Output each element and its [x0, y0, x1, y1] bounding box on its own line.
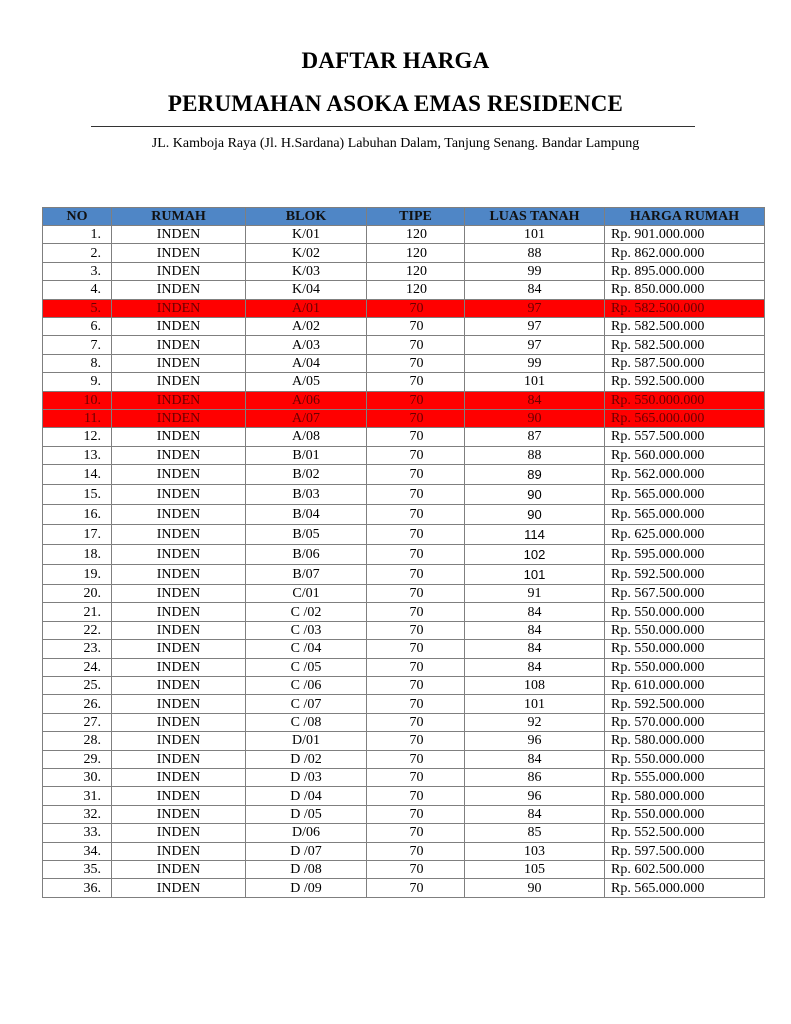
cell-tipe: 70 [367, 805, 465, 823]
cell-tipe: 70 [367, 545, 465, 565]
cell-tipe: 120 [367, 244, 465, 262]
column-header-luas-tanah: LUAS TANAH [465, 208, 605, 226]
column-header-tipe: TIPE [367, 208, 465, 226]
cell-luas-tanah: 105 [465, 860, 605, 878]
cell-harga-rumah: Rp. 895.000.000 [605, 262, 765, 280]
cell-harga-rumah: Rp. 625.000.000 [605, 525, 765, 545]
cell-tipe: 70 [367, 603, 465, 621]
table-row [43, 640, 765, 658]
table-body [43, 226, 765, 898]
cell-tipe: 70 [367, 317, 465, 335]
cell-luas-tanah: 101 [465, 373, 605, 391]
cell-rumah: INDEN [112, 446, 246, 464]
cell-luas-tanah: 91 [465, 585, 605, 603]
cell-harga-rumah: Rp. 567.500.000 [605, 585, 765, 603]
cell-tipe: 70 [367, 879, 465, 897]
cell-tipe: 120 [367, 226, 465, 244]
cell-luas-tanah: 90 [465, 485, 605, 505]
cell-harga-rumah: Rp. 901.000.000 [605, 226, 765, 244]
cell-luas-tanah: 92 [465, 713, 605, 731]
table-row [43, 465, 765, 485]
cell-no: 10. [43, 391, 112, 409]
cell-no: 35. [43, 860, 112, 878]
cell-blok: A/08 [246, 428, 367, 446]
cell-no: 2. [43, 244, 112, 262]
cell-rumah: INDEN [112, 879, 246, 897]
cell-blok: K/02 [246, 244, 367, 262]
cell-rumah: INDEN [112, 750, 246, 768]
cell-tipe: 70 [367, 391, 465, 409]
cell-tipe: 70 [367, 585, 465, 603]
cell-tipe: 70 [367, 428, 465, 446]
table-row [43, 446, 765, 464]
cell-blok: D /05 [246, 805, 367, 823]
cell-luas-tanah: 86 [465, 768, 605, 786]
cell-luas-tanah: 103 [465, 842, 605, 860]
document-title: DAFTAR HARGA [301, 48, 490, 73]
cell-no: 7. [43, 336, 112, 354]
cell-rumah: INDEN [112, 621, 246, 639]
table-header-row [43, 208, 765, 226]
address-line: JL. Kamboja Raya (Jl. H.Sardana) Labuhan Dalam, Tanjung Senang. Bandar Lampung [151, 136, 640, 151]
cell-no: 24. [43, 658, 112, 676]
cell-rumah: INDEN [112, 317, 246, 335]
cell-harga-rumah: Rp. 582.500.000 [605, 317, 765, 335]
table-row [43, 824, 765, 842]
cell-no: 14. [43, 465, 112, 485]
price-list-table [42, 207, 765, 898]
cell-rumah: INDEN [112, 713, 246, 731]
cell-blok: A/02 [246, 317, 367, 335]
cell-luas-tanah: 84 [465, 805, 605, 823]
cell-rumah: INDEN [112, 603, 246, 621]
cell-blok: B/06 [246, 545, 367, 565]
cell-harga-rumah: Rp. 850.000.000 [605, 281, 765, 299]
cell-tipe: 70 [367, 787, 465, 805]
cell-luas-tanah: 84 [465, 750, 605, 768]
cell-rumah: INDEN [112, 505, 246, 525]
cell-luas-tanah: 88 [465, 244, 605, 262]
cell-blok: C /07 [246, 695, 367, 713]
column-header-harga-rumah: HARGA RUMAH [605, 208, 765, 226]
table-row [43, 525, 765, 545]
cell-luas-tanah: 114 [465, 525, 605, 545]
cell-rumah: INDEN [112, 658, 246, 676]
cell-no: 25. [43, 677, 112, 695]
cell-rumah: INDEN [112, 677, 246, 695]
cell-luas-tanah: 84 [465, 621, 605, 639]
cell-harga-rumah: Rp. 610.000.000 [605, 677, 765, 695]
cell-luas-tanah: 99 [465, 262, 605, 280]
cell-no: 32. [43, 805, 112, 823]
table-row [43, 621, 765, 639]
table-row [43, 354, 765, 372]
cell-harga-rumah: Rp. 597.500.000 [605, 842, 765, 860]
table-row [43, 603, 765, 621]
cell-blok: D /07 [246, 842, 367, 860]
cell-tipe: 70 [367, 409, 465, 427]
cell-no: 22. [43, 621, 112, 639]
cell-luas-tanah: 90 [465, 879, 605, 897]
cell-tipe: 70 [367, 824, 465, 842]
cell-harga-rumah: Rp. 565.000.000 [605, 409, 765, 427]
cell-luas-tanah: 84 [465, 603, 605, 621]
cell-no: 34. [43, 842, 112, 860]
cell-tipe: 70 [367, 732, 465, 750]
cell-blok: B/02 [246, 465, 367, 485]
cell-luas-tanah: 84 [465, 658, 605, 676]
cell-luas-tanah: 101 [465, 226, 605, 244]
table-row [43, 545, 765, 565]
cell-luas-tanah: 87 [465, 428, 605, 446]
cell-tipe: 70 [367, 658, 465, 676]
cell-rumah: INDEN [112, 373, 246, 391]
cell-luas-tanah: 84 [465, 640, 605, 658]
cell-rumah: INDEN [112, 640, 246, 658]
cell-no: 29. [43, 750, 112, 768]
table-row [43, 391, 765, 409]
cell-no: 17. [43, 525, 112, 545]
cell-tipe: 70 [367, 677, 465, 695]
cell-rumah: INDEN [112, 805, 246, 823]
cell-blok: B/07 [246, 565, 367, 585]
document-subtitle: PERUMAHAN ASOKA EMAS RESIDENCE [167, 91, 624, 116]
cell-harga-rumah: Rp. 550.000.000 [605, 640, 765, 658]
cell-tipe: 70 [367, 505, 465, 525]
cell-harga-rumah: Rp. 560.000.000 [605, 446, 765, 464]
cell-tipe: 70 [367, 768, 465, 786]
cell-luas-tanah: 97 [465, 317, 605, 335]
cell-harga-rumah: Rp. 592.500.000 [605, 565, 765, 585]
cell-rumah: INDEN [112, 525, 246, 545]
cell-blok: A/07 [246, 409, 367, 427]
table-row [43, 428, 765, 446]
cell-harga-rumah: Rp. 587.500.000 [605, 354, 765, 372]
cell-blok: D /04 [246, 787, 367, 805]
table-row [43, 409, 765, 427]
cell-blok: K/03 [246, 262, 367, 280]
cell-rumah: INDEN [112, 768, 246, 786]
cell-no: 5. [43, 299, 112, 317]
table-row [43, 226, 765, 244]
cell-luas-tanah: 101 [465, 565, 605, 585]
cell-luas-tanah: 99 [465, 354, 605, 372]
cell-tipe: 120 [367, 262, 465, 280]
cell-rumah: INDEN [112, 391, 246, 409]
cell-no: 30. [43, 768, 112, 786]
cell-harga-rumah: Rp. 602.500.000 [605, 860, 765, 878]
cell-luas-tanah: 90 [465, 409, 605, 427]
cell-tipe: 70 [367, 842, 465, 860]
cell-rumah: INDEN [112, 824, 246, 842]
table-row [43, 805, 765, 823]
cell-tipe: 70 [367, 565, 465, 585]
table-row [43, 879, 765, 897]
cell-tipe: 70 [367, 373, 465, 391]
cell-luas-tanah: 96 [465, 732, 605, 750]
table-row [43, 750, 765, 768]
cell-harga-rumah: Rp. 592.500.000 [605, 373, 765, 391]
cell-harga-rumah: Rp. 550.000.000 [605, 658, 765, 676]
cell-tipe: 70 [367, 299, 465, 317]
cell-tipe: 70 [367, 713, 465, 731]
cell-rumah: INDEN [112, 565, 246, 585]
cell-no: 18. [43, 545, 112, 565]
table-row [43, 713, 765, 731]
cell-rumah: INDEN [112, 732, 246, 750]
cell-no: 15. [43, 485, 112, 505]
cell-rumah: INDEN [112, 695, 246, 713]
table-row [43, 317, 765, 335]
cell-harga-rumah: Rp. 595.000.000 [605, 545, 765, 565]
cell-tipe: 70 [367, 485, 465, 505]
cell-harga-rumah: Rp. 565.000.000 [605, 879, 765, 897]
cell-rumah: INDEN [112, 485, 246, 505]
cell-blok: A/04 [246, 354, 367, 372]
table-row [43, 244, 765, 262]
cell-tipe: 70 [367, 860, 465, 878]
cell-harga-rumah: Rp. 570.000.000 [605, 713, 765, 731]
cell-luas-tanah: 85 [465, 824, 605, 842]
cell-tipe: 70 [367, 465, 465, 485]
cell-rumah: INDEN [112, 281, 246, 299]
cell-blok: D/06 [246, 824, 367, 842]
cell-luas-tanah: 84 [465, 391, 605, 409]
cell-no: 3. [43, 262, 112, 280]
cell-harga-rumah: Rp. 580.000.000 [605, 787, 765, 805]
cell-luas-tanah: 90 [465, 505, 605, 525]
cell-no: 6. [43, 317, 112, 335]
cell-no: 11. [43, 409, 112, 427]
cell-blok: B/05 [246, 525, 367, 545]
cell-rumah: INDEN [112, 787, 246, 805]
cell-blok: D/01 [246, 732, 367, 750]
table-row [43, 860, 765, 878]
cell-luas-tanah: 84 [465, 281, 605, 299]
cell-luas-tanah: 97 [465, 299, 605, 317]
cell-rumah: INDEN [112, 465, 246, 485]
cell-blok: C /05 [246, 658, 367, 676]
cell-rumah: INDEN [112, 299, 246, 317]
cell-harga-rumah: Rp. 582.500.000 [605, 336, 765, 354]
cell-tipe: 70 [367, 750, 465, 768]
cell-no: 9. [43, 373, 112, 391]
cell-blok: C /04 [246, 640, 367, 658]
cell-harga-rumah: Rp. 565.000.000 [605, 505, 765, 525]
cell-luas-tanah: 96 [465, 787, 605, 805]
cell-no: 13. [43, 446, 112, 464]
table-row [43, 695, 765, 713]
cell-blok: K/01 [246, 226, 367, 244]
cell-blok: C/01 [246, 585, 367, 603]
cell-blok: A/03 [246, 336, 367, 354]
cell-luas-tanah: 108 [465, 677, 605, 695]
cell-blok: D /08 [246, 860, 367, 878]
table-row [43, 768, 765, 786]
cell-rumah: INDEN [112, 860, 246, 878]
cell-rumah: INDEN [112, 428, 246, 446]
cell-no: 12. [43, 428, 112, 446]
cell-rumah: INDEN [112, 545, 246, 565]
cell-rumah: INDEN [112, 585, 246, 603]
cell-harga-rumah: Rp. 550.000.000 [605, 603, 765, 621]
column-header-no: NO [43, 208, 112, 226]
cell-harga-rumah: Rp. 582.500.000 [605, 299, 765, 317]
cell-tipe: 70 [367, 354, 465, 372]
cell-harga-rumah: Rp. 550.000.000 [605, 391, 765, 409]
cell-blok: C /02 [246, 603, 367, 621]
cell-no: 26. [43, 695, 112, 713]
table-row [43, 842, 765, 860]
cell-no: 20. [43, 585, 112, 603]
cell-luas-tanah: 88 [465, 446, 605, 464]
cell-blok: D /02 [246, 750, 367, 768]
cell-blok: D /03 [246, 768, 367, 786]
cell-blok: C /08 [246, 713, 367, 731]
cell-blok: A/05 [246, 373, 367, 391]
cell-harga-rumah: Rp. 555.000.000 [605, 768, 765, 786]
cell-harga-rumah: Rp. 550.000.000 [605, 805, 765, 823]
cell-tipe: 70 [367, 336, 465, 354]
cell-blok: C /03 [246, 621, 367, 639]
cell-luas-tanah: 97 [465, 336, 605, 354]
cell-no: 19. [43, 565, 112, 585]
cell-no: 21. [43, 603, 112, 621]
cell-harga-rumah: Rp. 562.000.000 [605, 465, 765, 485]
cell-rumah: INDEN [112, 354, 246, 372]
cell-luas-tanah: 89 [465, 465, 605, 485]
cell-blok: K/04 [246, 281, 367, 299]
cell-rumah: INDEN [112, 409, 246, 427]
cell-no: 4. [43, 281, 112, 299]
table-row [43, 281, 765, 299]
cell-rumah: INDEN [112, 226, 246, 244]
cell-no: 8. [43, 354, 112, 372]
cell-tipe: 70 [367, 640, 465, 658]
cell-harga-rumah: Rp. 552.500.000 [605, 824, 765, 842]
cell-no: 1. [43, 226, 112, 244]
cell-tipe: 120 [367, 281, 465, 299]
table-row [43, 485, 765, 505]
cell-blok: B/03 [246, 485, 367, 505]
cell-blok: C /06 [246, 677, 367, 695]
cell-rumah: INDEN [112, 244, 246, 262]
table-row [43, 299, 765, 317]
cell-no: 33. [43, 824, 112, 842]
cell-no: 31. [43, 787, 112, 805]
cell-blok: D /09 [246, 879, 367, 897]
cell-blok: A/06 [246, 391, 367, 409]
cell-harga-rumah: Rp. 557.500.000 [605, 428, 765, 446]
table-row [43, 262, 765, 280]
table-row [43, 658, 765, 676]
cell-harga-rumah: Rp. 550.000.000 [605, 621, 765, 639]
table-row [43, 787, 765, 805]
cell-tipe: 70 [367, 525, 465, 545]
cell-harga-rumah: Rp. 550.000.000 [605, 750, 765, 768]
table-row [43, 677, 765, 695]
cell-tipe: 70 [367, 446, 465, 464]
cell-luas-tanah: 102 [465, 545, 605, 565]
table-row [43, 585, 765, 603]
cell-tipe: 70 [367, 621, 465, 639]
cell-harga-rumah: Rp. 862.000.000 [605, 244, 765, 262]
cell-blok: A/01 [246, 299, 367, 317]
cell-blok: B/04 [246, 505, 367, 525]
cell-harga-rumah: Rp. 592.500.000 [605, 695, 765, 713]
column-header-rumah: RUMAH [112, 208, 246, 226]
column-header-blok: BLOK [246, 208, 367, 226]
cell-harga-rumah: Rp. 565.000.000 [605, 485, 765, 505]
table-row [43, 565, 765, 585]
table-row [43, 373, 765, 391]
cell-no: 36. [43, 879, 112, 897]
cell-rumah: INDEN [112, 262, 246, 280]
cell-rumah: INDEN [112, 842, 246, 860]
cell-no: 16. [43, 505, 112, 525]
table-row [43, 732, 765, 750]
cell-harga-rumah: Rp. 580.000.000 [605, 732, 765, 750]
cell-no: 28. [43, 732, 112, 750]
cell-blok: B/01 [246, 446, 367, 464]
cell-rumah: INDEN [112, 336, 246, 354]
cell-no: 27. [43, 713, 112, 731]
cell-no: 23. [43, 640, 112, 658]
cell-luas-tanah: 101 [465, 695, 605, 713]
table-row [43, 336, 765, 354]
title-divider [91, 126, 695, 127]
cell-tipe: 70 [367, 695, 465, 713]
table-row [43, 505, 765, 525]
